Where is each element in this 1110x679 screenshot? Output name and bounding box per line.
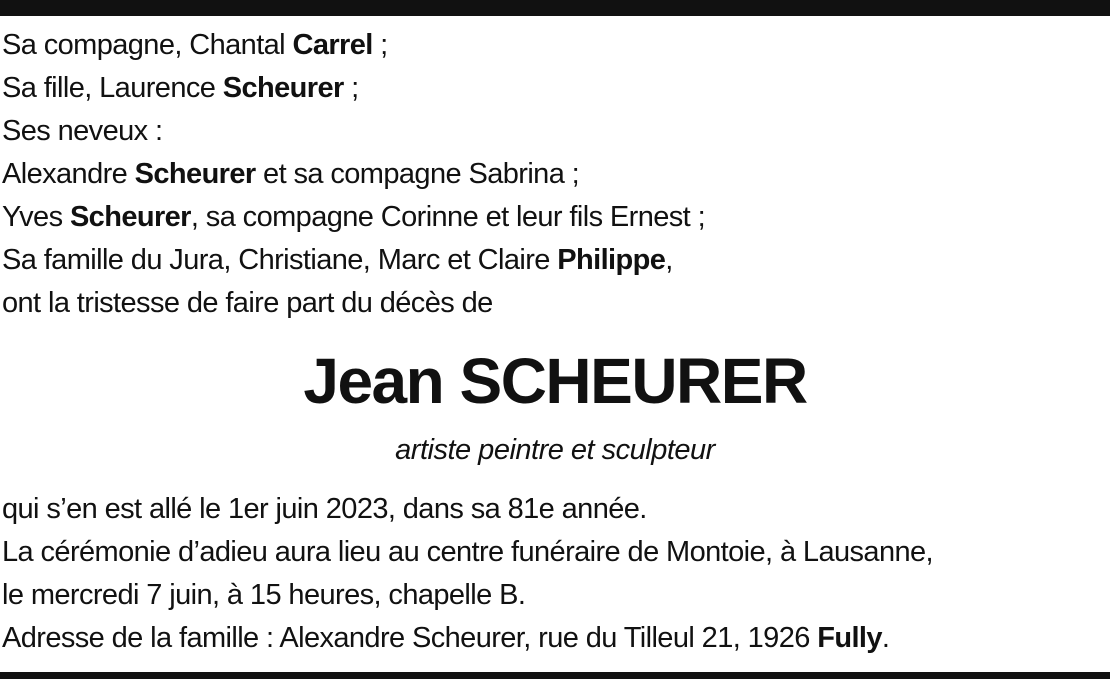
surname: Scheurer [222, 72, 344, 104]
family-line [2, 24, 1102, 67]
text-segment: La cérémonie d’adieu aura lieu au centre funéraire de Montoie, à Lausanne, [2, 536, 933, 568]
family-line [2, 153, 1102, 196]
surname: Scheurer [134, 158, 256, 190]
text-segment: Sa fille, Laurence [2, 72, 223, 104]
deceased-name: Jean SCHEURER [303, 345, 807, 417]
text-segment: Adresse de la famille : Alexandre Scheurer, rue du Tilleul 21, 1926 [2, 622, 818, 654]
text-segment: le mercredi 7 juin, à 15 heures, chapelle B. [2, 579, 526, 611]
text-segment: et sa compagne Sabrina ; [255, 158, 580, 190]
text-segment: , sa compagne Corinne et leur fils Ernest ; [190, 201, 706, 233]
family-line [2, 239, 1102, 282]
detail-line [2, 531, 1102, 574]
text-segment: Ses neveux : [2, 115, 163, 147]
bottom-border-rule [0, 672, 1110, 679]
text-segment: Alexandre [2, 158, 135, 190]
text-segment: . [881, 622, 890, 654]
text-segment: Sa famille du Jura, Christiane, Marc et Claire [2, 244, 558, 276]
deceased-occupation: artiste peintre et sculpteur [395, 434, 715, 466]
family-line [2, 110, 1102, 153]
detail-line [2, 488, 1102, 531]
surname: Philippe [557, 244, 666, 276]
text-segment: Sa compagne, Chantal [2, 29, 293, 61]
family-line [2, 67, 1102, 110]
city-name: Fully [817, 622, 882, 654]
family-line [2, 282, 1102, 325]
text-segment: qui s’en est allé le 1er juin 2023, dans sa 81e année. [2, 493, 647, 525]
text-segment: Yves [2, 201, 70, 233]
detail-line [2, 617, 1102, 660]
ceremony-details [2, 488, 1102, 660]
text-segment: , [665, 244, 673, 276]
text-segment: ; [372, 29, 388, 61]
surname: Carrel [292, 29, 373, 61]
detail-line [2, 574, 1102, 617]
family-line [2, 196, 1102, 239]
surname: Scheurer [69, 201, 191, 233]
text-segment: ont la tristesse de faire part du décès de [2, 287, 493, 319]
family-announcement [2, 24, 1102, 325]
top-border-rule [0, 0, 1110, 16]
text-segment: ; [343, 72, 359, 104]
